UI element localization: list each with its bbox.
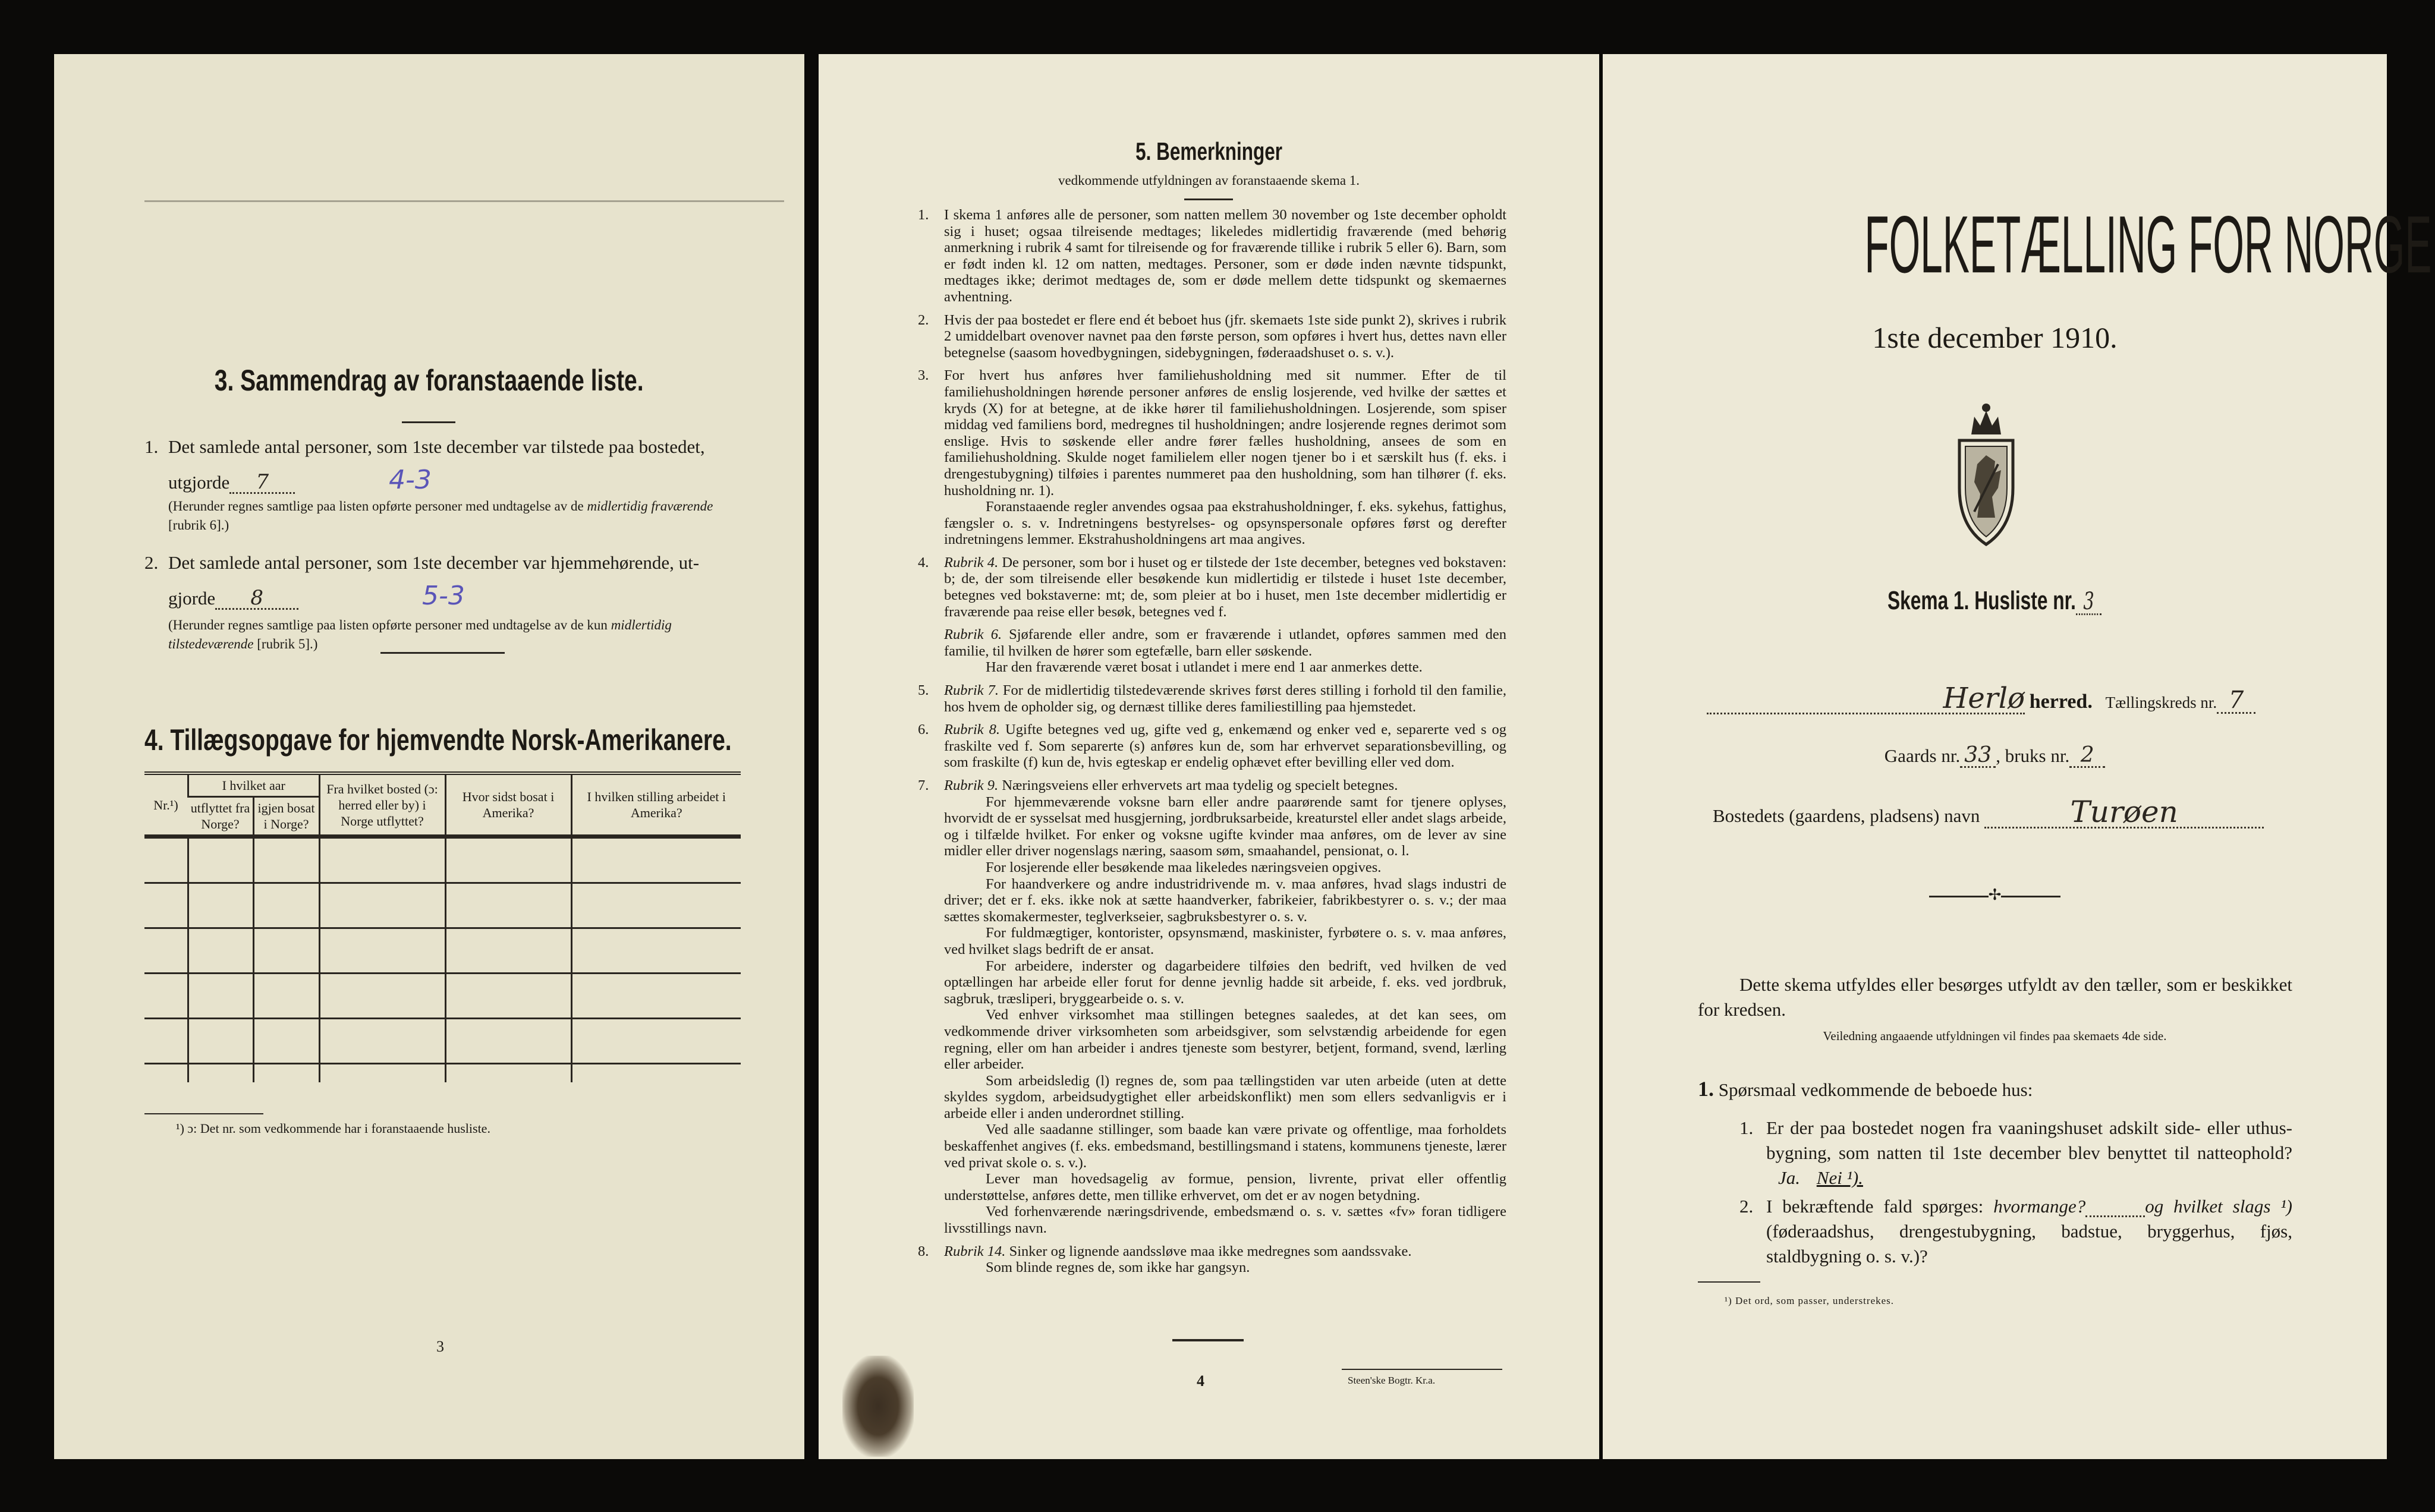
table-footnote: ¹) ɔ: Det nr. som vedkommende har i foranstaaende husliste. (176, 1121, 490, 1136)
note-paragraph (944, 925, 1506, 957)
herred-field[interactable]: Herlø (1707, 684, 2025, 714)
note-number: 1. (918, 207, 929, 223)
note-text: Ved alle saadanne stillinger, som baade kan være private og offentlige, maa forholdets beskaffenhet angives (f. eks. embedsmand, bestillingsmand i statens, kommunens tjeneste, lærer ved privat skole o. s. v.). (944, 1122, 1506, 1171)
pencil-annotation: 4-3 (389, 465, 432, 495)
note-text: Ved forhenværende næringsdrivende, embedsmænd o. s. v. sættes «fv» foran tidligere livsstillings navn. (944, 1204, 1506, 1237)
note-paragraph (944, 794, 1506, 859)
note-paragraph (944, 1073, 1506, 1122)
divider (402, 421, 455, 423)
note-paragraph (944, 367, 1506, 499)
note-number: 8. (918, 1243, 929, 1259)
summary-note-1: (Herunder regnes samtlige paa listen opførte personer med undtagelse av de midlertidig fraværende [rubrik 6].) (168, 499, 713, 533)
note-number: 5. (918, 682, 929, 699)
note-paragraph (944, 312, 1506, 361)
ink-stain (842, 1356, 914, 1457)
note-item (918, 1243, 1506, 1276)
guidance-text: Veiledning angaaende utfyldningen vil findes paa skemaets 4de side. (1823, 1029, 2167, 1043)
rubrik-label: Rubrik 6. (944, 626, 1002, 643)
census-title: FOLKETÆLLING FOR NORGE (1864, 199, 2432, 290)
table-row (144, 1019, 741, 1064)
note-text: For fuldmægtiger, kontorister, opsynsmænd, maskinister, fyrbøtere o. s. v. maa anføres, ved hvilket slags bedrift de er ansat. (944, 925, 1506, 957)
col-occupation: I hvilken stilling arbeidet i Amerika? (571, 773, 741, 837)
notes-title: 5. Bemerkninger (1135, 137, 1282, 165)
question-1: 1. Er der paa bostedet nogen fra vaaningshuset adskilt side- eller uthus-bygning, som natten til 1ste december blev benyttet til natteophold? Ja. Nei ¹). (1739, 1117, 2292, 1188)
footnote: ¹) Det ord, som passer, understrekes. (1725, 1295, 1895, 1306)
rubrik-label: Rubrik 4. (944, 554, 999, 571)
page-number: 3 (436, 1338, 444, 1355)
answer-nei-underlined[interactable]: Nei ¹). (1816, 1167, 1863, 1188)
summary-item-1: 1. Det samlede antal personer, som 1ste december var tilstede paa bostedet, utgjorde 7 4-3 (144, 436, 705, 495)
bruks-nr-field[interactable]: 2 (2069, 745, 2105, 768)
page-number: 4 (1197, 1372, 1204, 1390)
note-paragraph (944, 555, 1506, 620)
intro-text: Dette skema utfyldes eller besørges utfyldt av den tæller, som er beskikket for kredsen. (1698, 974, 2292, 1020)
table-row (144, 1064, 741, 1083)
notes-list (918, 207, 1506, 1283)
col-last-residence: Hvor sidst bosat i Amerika? (445, 773, 571, 837)
note-text: Sinker og lignende aandssløve maa ikke medregnes som aandssvake. (1009, 1243, 1412, 1259)
note-text: Ved enhver virksomhet maa stillingen betegnes saaledes, at det kan sees, om vedkommende driver virksomheten som arbeidsgiver, som selvstændig arbeidende for egen regning, eller om han arbeider i andres tjeneste som bestyrer, betjent, formand, svend, lærling eller arbeider. (944, 1007, 1506, 1073)
note-text: Ugifte betegnes ved ug, gifte ved g, enkemænd og enker ved e, separerte ved s og fraskilte ved f. Som separerte (s) anføres kun de, som har erhvervet separationsbevilling, og som fraskilte (f) kun de, hvis egteskap er endelig ophævet efter bevilling eller ved dom. (944, 722, 1506, 771)
table-row (144, 974, 741, 1019)
rubrik-label: Rubrik 9. (944, 777, 999, 793)
note-paragraph (944, 1204, 1506, 1236)
summary-item-2: 2. Det samlede antal personer, som 1ste december var hjemmehørende, ut- gjorde 8 5-3 (144, 552, 700, 611)
col-nr: Nr.¹) (144, 773, 188, 837)
note-item (918, 207, 1506, 305)
hvormange-field[interactable] (2085, 1197, 2145, 1217)
gaards-nr-field[interactable]: 33 (1960, 745, 1996, 768)
note-paragraph (944, 1171, 1506, 1204)
note-text: Foranstaaende regler anvendes ogsaa paa ekstrahusholdninger, f. eks. sykehus, fattighus, fængsler o. s. v. Indretningens bestyrelses- og opsynspersonale opføres først og derefter indretningens lemmer. Ekstrahusholdningens art maa angives. (944, 499, 1506, 548)
note-text: Hvis der paa bostedet er flere end ét beboet hus (jfr. skemaets 1ste side punkt 2), skrives i rubrik 2 umiddelbart ovenover navnet paa den første person, som opføres i hvert hus, dettes navn eller betegnelse (saasom hovedbygningen, sidebygningen, føderaadshuset o. s. v.). (944, 311, 1506, 361)
col-group-year: I hvilket aar (188, 773, 320, 797)
note-item (918, 626, 1506, 676)
rubrik-label: Rubrik 8. (944, 722, 1001, 738)
note-item (918, 722, 1506, 771)
printer-imprint: Steen'ske Bogtr. Kr.a. (1348, 1375, 1436, 1386)
note-text: For de midlertidig tilstedeværende skrives først deres stilling i forhold til den familie, hos hvem de opholder sig, og dernæst tillike deres familiestilling paa hjemstedet. (944, 682, 1507, 715)
table-row (144, 883, 741, 928)
note-text: For haandverkere og andre industridrivende m. v. maa anføres, hvad slags industri de driver; det er f. eks. ikke nok at sætte haandverker, fabrikeier, fabrikbestyrer o. s. v.; der maa sættes skomakermester, teglverkseier, sagbruksbestyrer o. s. v. (944, 875, 1506, 925)
rubrik-label: Rubrik 7. (944, 682, 999, 699)
bosted-line: Bostedets (gaardens, pladsens) navn Turøen (1713, 797, 2264, 829)
note-text: Næringsveiens eller erhvervets art maa tydelig og specielt betegnes. (1002, 777, 1398, 793)
husliste-number-field[interactable]: 3 (2076, 590, 2101, 615)
answer-ja[interactable]: Ja. (1778, 1167, 1801, 1188)
page-3 (54, 54, 804, 1459)
footnote-rule (144, 1113, 263, 1114)
note-text: Som arbeidsledig (l) regnes de, som paa tællingstiden var uten arbeide (uten at dette skyldes sygdom, arbeidsudygtighet eller arbeidskonflikt) men som ellers sedvanligvis er i arbeide eller i anden underordnet stilling. (944, 1072, 1506, 1122)
skema-heading: Skema 1. Husliste nr. 3 (1603, 586, 2387, 616)
table-row (144, 837, 741, 883)
note-text: Har den fraværende været bosat i utlandet i mere end 1 aar anmerkes dette. (986, 659, 1423, 676)
note-paragraph (944, 1259, 1506, 1276)
note-paragraph (944, 777, 1506, 794)
note-number: 4. (918, 554, 929, 571)
rubrik-label: Rubrik 14. (944, 1243, 1006, 1259)
section-3-title: 3. Sammendrag av foranstaaende liste. (215, 364, 644, 397)
note-paragraph (944, 1007, 1506, 1072)
note-text: Lever man hovedsagelig av formue, pension, livrente, privat eller offentlig understøttelse, anføres dette, men tillike erhvervet, om det er av nogen betydning. (944, 1171, 1506, 1204)
note-item (918, 367, 1506, 548)
ornament-divider: ✢ (1603, 886, 2387, 904)
note-text: For losjerende eller besøkende maa likeledes næringsveien opgives. (986, 859, 1382, 875)
summary-note-2: (Herunder regnes samtlige paa listen opførte personer med undtagelse av de kun midlertidig tilstedeværende [rubrik 5].) (168, 618, 672, 651)
note-paragraph (944, 722, 1506, 771)
faint-rule (144, 200, 784, 202)
note-text: Sjøfarende eller andre, som er fraværende i utlandet, opføres sammen med den familie, til hvilken de hører som egtefælle, barn eller søskende. (944, 626, 1506, 659)
divider (380, 652, 505, 654)
question-2: 2. I bekræftende fald spørges: hvormange? og hvilket slags ¹) (føderaadshus, drengestubygning, badstue, bryggerhus, fjøs, staldbygning o. s. v.)? (1739, 1196, 2292, 1267)
section-1: 1. Spørsmaal vedkommende de beboede hus: 1. Er der paa bostedet nogen fra vaaningshuset adskilt side- eller uthus-bygning, som natten til 1ste december blev benyttet til natteophold? Ja. Nei ¹). 2. I bekræftende fald spørges: hvormange? og hvilket slags ¹) (føderaadshus, drengestubygning, badstue, bryggerhus, fjøs, staldbygning o. s. v.)? (1698, 1076, 2292, 1269)
taellingskreds-field[interactable]: 7 (2217, 688, 2255, 714)
col-from-place: Fra hvilket bosted (ɔ: herred eller by) i Norge utflyttet? (319, 773, 445, 837)
resident-count-field[interactable]: 8 (215, 588, 298, 610)
section-4-title: 4. Tillægsopgave for hjemvendte Norsk-Amerikanere. (144, 723, 732, 757)
note-number: 3. (918, 367, 929, 384)
bosted-name-field[interactable]: Turøen (1984, 797, 2264, 829)
note-paragraph (944, 207, 1506, 305)
note-item (918, 682, 1506, 715)
table-row (144, 928, 741, 974)
col-returned: igjen bosat i Norge? (253, 797, 319, 837)
pencil-annotation: 5-3 (421, 581, 465, 611)
note-paragraph (944, 659, 1506, 676)
note-text: For hvert hus anføres hver familiehusholdning med sit nummer. Efter de til familiehusholdningen hørende personer anføres de enslig losjerende, ved hvilke der sættes et kryds (X) for at betegne, at de ikke hører til familiehusholdningen. Losjerende, som spiser middag ved familiens bord, medregnes til husholdningen; andre losjerende regnes derimot som enslige. Hvis to søskende eller andre fører fælles husholdning, ansees de som en familiehusholdning. Skulde noget familielem eller nogen tjener bo i et særskilt hus (f. eks. i drengestubygning) tilføies i parentes nummeret paa den husholdning, som han tilhører (f. eks. husholdning nr. 1). (944, 367, 1506, 499)
note-paragraph (944, 499, 1506, 548)
note-paragraph (944, 876, 1506, 925)
present-count-field[interactable]: 7 (229, 472, 295, 494)
note-paragraph (944, 1243, 1506, 1260)
norwegian-american-table (144, 771, 741, 1082)
note-paragraph (944, 859, 1506, 876)
note-item (918, 777, 1506, 1237)
printer-rule (1342, 1369, 1502, 1370)
note-text: For arbeidere, inderster og dagarbeidere tilføies den bedrift, ved hvilken de ved optællingen har arbeide eller forut for denne jevnlig hadde sit arbeide, f. eks. ved jordbruk, sagbruk, træsliperi, bryggearbeide o. s. v. (944, 957, 1506, 1007)
divider (1172, 1339, 1244, 1341)
note-paragraph (944, 1122, 1506, 1171)
note-paragraph (944, 682, 1506, 715)
note-text: De personer, som bor i huset og er tilstede der 1ste december, betegnes ved bokstaven: b; de, der som tilreisende eller besøkende kun midlertidig er tilstede i huset 1ste december, betegnes ved bokstaverne: mt; de, som pleier at bo i huset, men 1ste december midlertidig er fraværende paa reise eller besøk, betegnes ved f. (944, 554, 1507, 620)
notes-subtitle: vedkommende utfyldningen av foranstaaende skema 1. (1058, 173, 1360, 188)
note-paragraph (944, 626, 1506, 659)
gaard-line: Gaards nr. 33 , bruks nr. 2 (1603, 744, 2387, 768)
coat-of-arms-icon (1948, 399, 2025, 547)
note-text: For hjemmeværende voksne barn eller andre paarørende samt for tjenere oplyses, hvorvidt de er sysselsat med husgjerning, jordbruksarbeide, kreaturstel eller andet slags arbeide, og i tilfælde hvilket. For enker og voksne ugifte kvinder maa anføres, om de lever av sine midler eller driver nogenslags næring, saasom søm, smaahandel, pensionat, o. l. (944, 793, 1506, 859)
note-paragraph (944, 958, 1506, 1007)
note-number: 6. (918, 722, 929, 738)
census-date: 1ste december 1910. (1872, 321, 2118, 354)
divider (1184, 199, 1233, 200)
herred-line: Herlø herred. Tællingskreds nr. 7 (1707, 684, 2255, 715)
note-item (918, 312, 1506, 361)
col-emigrated: utflyttet fra Norge? (190, 801, 250, 831)
note-text: Som blinde regnes de, som ikke har gangsyn. (986, 1259, 1250, 1276)
footnote-rule (1698, 1281, 1760, 1283)
note-number: 2. (918, 311, 929, 328)
note-text: I skema 1 anføres alle de personer, som natten mellem 30 november og 1ste december opholdt sig i huset; ogsaa tilreisende medtages; likeledes midlertidig fraværende (med behørig anmerkning i rubrik 4 samt for tilreisende og for fraværende tillike i rubrik 5 eller 6). Barn, som er født inden kl. 12 om natten, medtages. Personer, som er døde inden nævnte tidspunkt, medtages ikke; derimot medtages de, som er døde mellem dette tidspunkt og skemaernes avhentning. (944, 207, 1506, 305)
page-1-cover (1603, 54, 2432, 1459)
note-number: 7. (918, 777, 929, 793)
page-4 (819, 54, 1599, 1459)
note-item (918, 555, 1506, 620)
